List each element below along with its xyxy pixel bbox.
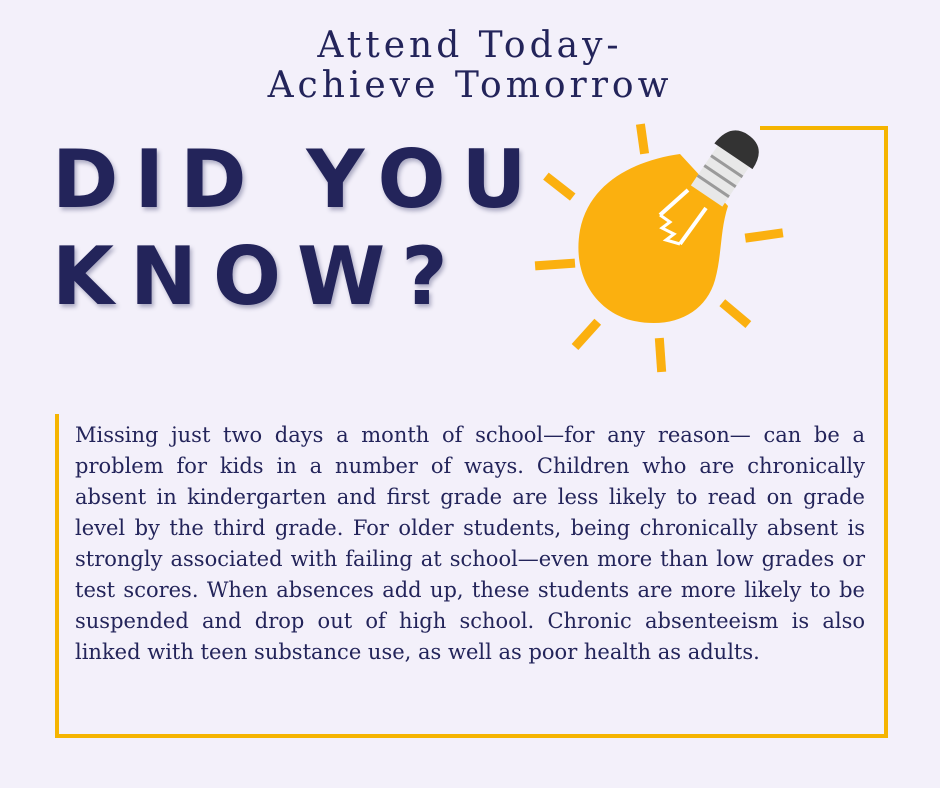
frame-border-left bbox=[55, 414, 59, 738]
tagline-line-1: Attend Today- bbox=[317, 25, 623, 66]
headline-line-1: DID YOU bbox=[52, 133, 543, 226]
body-paragraph: Missing just two days a month of school—for any reason— can be a problem for kids in a number of ways. Children who are chronically absent in kindergarten and first grade are less likely to read on grade level by the third grade. For older students, being chronically absent is strongly associated with failing at school—even more than low grades or test scores. When absences add up, these students are more likely to be suspended and drop out of high school. Chronic absenteeism is also linked with teen substance use, as well as poor health as adults. bbox=[75, 423, 865, 664]
tagline-line-2: Achieve Tomorrow bbox=[267, 65, 673, 106]
frame-border-right bbox=[884, 126, 888, 738]
headline-line-2: KNOW? bbox=[52, 230, 464, 323]
lightbulb-icon bbox=[520, 110, 800, 385]
frame-border-bottom bbox=[55, 734, 888, 738]
tagline bbox=[0, 26, 940, 106]
